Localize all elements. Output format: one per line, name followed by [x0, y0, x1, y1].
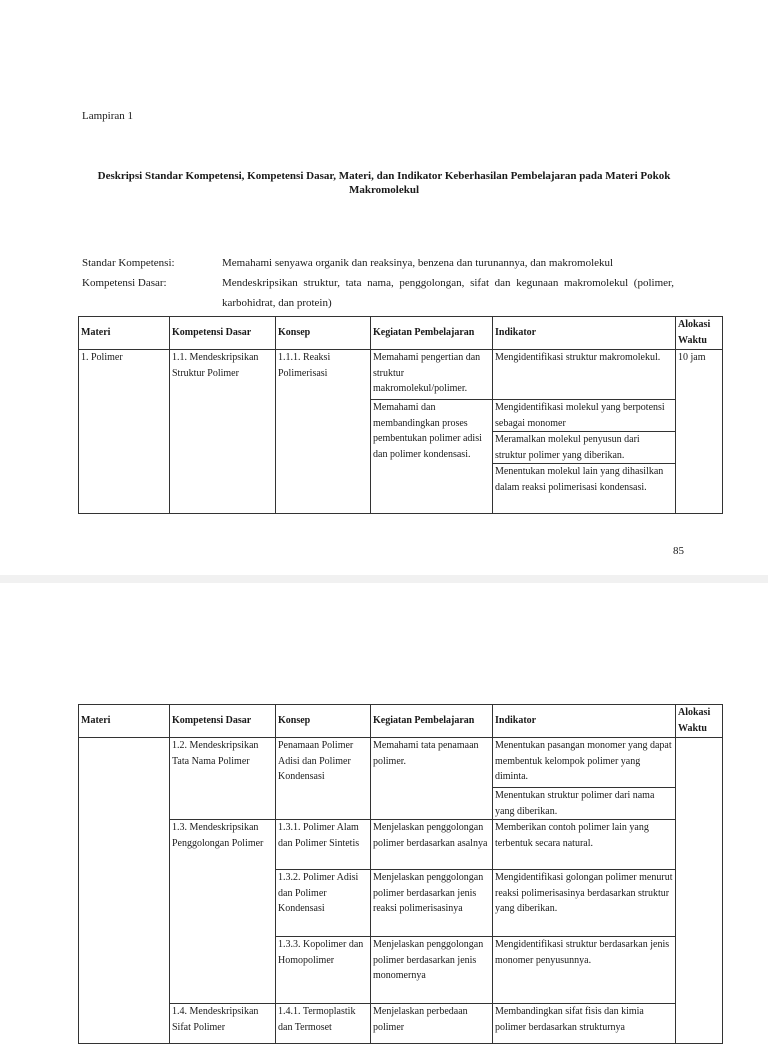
- cell-kompetensi-dasar: 1.2. Mendeskripsikan Tata Nama Polimer: [170, 738, 276, 820]
- document-page-2: [0, 583, 768, 1033]
- kompetensi-dasar-value: Mendeskripsikan struktur, tata nama, penggolongan, sifat dan kegunaan makromolekul (polimer, karbohidrat, dan protein): [222, 277, 674, 309]
- cell-konsep: 1.3.2. Polimer Adisi dan Polimer Kondensasi: [276, 870, 371, 937]
- cell-kegiatan: Memahami pengertian dan struktur makromolekul/polimer.: [371, 350, 493, 400]
- header-konsep: Konsep: [276, 705, 371, 738]
- header-konsep: Konsep: [276, 317, 371, 350]
- kompetensi-dasar-row: [82, 273, 686, 313]
- cell-indikator: Meramalkan molekul penyusun dari struktur polimer yang diberikan.: [493, 432, 676, 464]
- cell-materi: 1. Polimer: [79, 350, 170, 514]
- appendix-label: Lampiran 1: [82, 110, 134, 122]
- header-materi: Materi: [79, 317, 170, 350]
- cell-indikator: Menentukan struktur polimer dari nama yang diberikan.: [493, 788, 676, 820]
- header-indikator: Indikator: [493, 317, 676, 350]
- cell-indikator: Membandingkan sifat fisis dan kimia polimer berdasarkan strukturnya: [493, 1004, 676, 1044]
- cell-indikator: Mengidentifikasi struktur makromolekul.: [493, 350, 676, 400]
- cell-kegiatan: Memahami tata penamaan polimer.: [371, 738, 493, 820]
- cell-kegiatan: Memahami dan membandingkan proses pembentukan polimer adisi dan polimer kondensasi.: [371, 400, 493, 514]
- page-separator: [0, 575, 768, 583]
- cell-alokasi-waktu: [676, 738, 723, 1044]
- cell-kompetensi-dasar: 1.3. Mendeskripsikan Penggolongan Polimer: [170, 820, 276, 1004]
- cell-konsep: 1.1.1. Reaksi Polimerisasi: [276, 350, 371, 514]
- standar-kompetensi-label: Standar Kompetensi:: [82, 257, 175, 269]
- cell-kegiatan: Menjelaskan penggolongan polimer berdasarkan jenis monomernya: [371, 937, 493, 1004]
- competency-table-1: [78, 316, 723, 514]
- kompetensi-dasar-label: Kompetensi Dasar:: [82, 277, 167, 289]
- header-kegiatan: Kegiatan Pembelajaran: [371, 705, 493, 738]
- cell-konsep: 1.3.3. Kopolimer dan Homopolimer: [276, 937, 371, 1004]
- table-header-row: [79, 705, 723, 738]
- cell-kegiatan: Menjelaskan penggolongan polimer berdasarkan asalnya: [371, 820, 493, 870]
- cell-konsep: 1.4.1. Termoplastik dan Termoset: [276, 1004, 371, 1044]
- header-kompetensi-dasar: Kompetensi Dasar: [170, 705, 276, 738]
- cell-indikator: Menentukan pasangan monomer yang dapat membentuk kelompok polimer yang diminta.: [493, 738, 676, 788]
- header-indikator: Indikator: [493, 705, 676, 738]
- cell-kompetensi-dasar: 1.1. Mendeskripsikan Struktur Polimer: [170, 350, 276, 514]
- cell-konsep: 1.3.1. Polimer Alam dan Polimer Sintetis: [276, 820, 371, 870]
- header-kompetensi-dasar: Kompetensi Dasar: [170, 317, 276, 350]
- table-row: [79, 350, 723, 400]
- table-row: [79, 820, 723, 870]
- cell-alokasi-waktu: 10 jam: [676, 350, 723, 514]
- cell-kegiatan: Menjelaskan penggolongan polimer berdasarkan jenis reaksi polimerisasinya: [371, 870, 493, 937]
- cell-indikator: Mengidentifikasi struktur berdasarkan jenis monomer penyusunnya.: [493, 937, 676, 1004]
- header-alokasi-waktu: Alokasi Waktu: [676, 705, 723, 738]
- document-title: Deskripsi Standar Kompetensi, Kompetensi Dasar, Materi, dan Indikator Keberhasilan Pembelajaran pada Materi Pokok Makromolekul: [97, 170, 671, 196]
- header-kegiatan: Kegiatan Pembelajaran: [371, 317, 493, 350]
- table-header-row: [79, 317, 723, 350]
- header-alokasi-waktu: Alokasi Waktu: [676, 317, 723, 350]
- header-materi: Materi: [79, 705, 170, 738]
- cell-indikator: Memberikan contoh polimer lain yang terbentuk secara natural.: [493, 820, 676, 870]
- cell-kompetensi-dasar: 1.4. Mendeskripsikan Sifat Polimer: [170, 1004, 276, 1044]
- cell-materi: [79, 738, 170, 1044]
- page-number: 85: [673, 545, 684, 557]
- cell-indikator: Mengidentifikasi molekul yang berpotensi sebagai monomer: [493, 400, 676, 432]
- cell-konsep: Penamaan Polimer Adisi dan Polimer Kondensasi: [276, 738, 371, 820]
- cell-indikator: Menentukan molekul lain yang dihasilkan dalam reaksi polimerisasi kondensasi.: [493, 464, 676, 514]
- standar-kompetensi-row: [82, 253, 686, 273]
- cell-kegiatan: Menjelaskan perbedaan polimer: [371, 1004, 493, 1044]
- standar-kompetensi-value: Memahami senyawa organik dan reaksinya, benzena dan turunannya, dan makromolekul: [222, 257, 614, 269]
- cell-indikator: Mengidentifikasi golongan polimer menurut reaksi polimerisasinya berdasarkan struktur yang diberikan.: [493, 870, 676, 937]
- table-row: [79, 738, 723, 788]
- competency-table-2: [78, 704, 723, 1044]
